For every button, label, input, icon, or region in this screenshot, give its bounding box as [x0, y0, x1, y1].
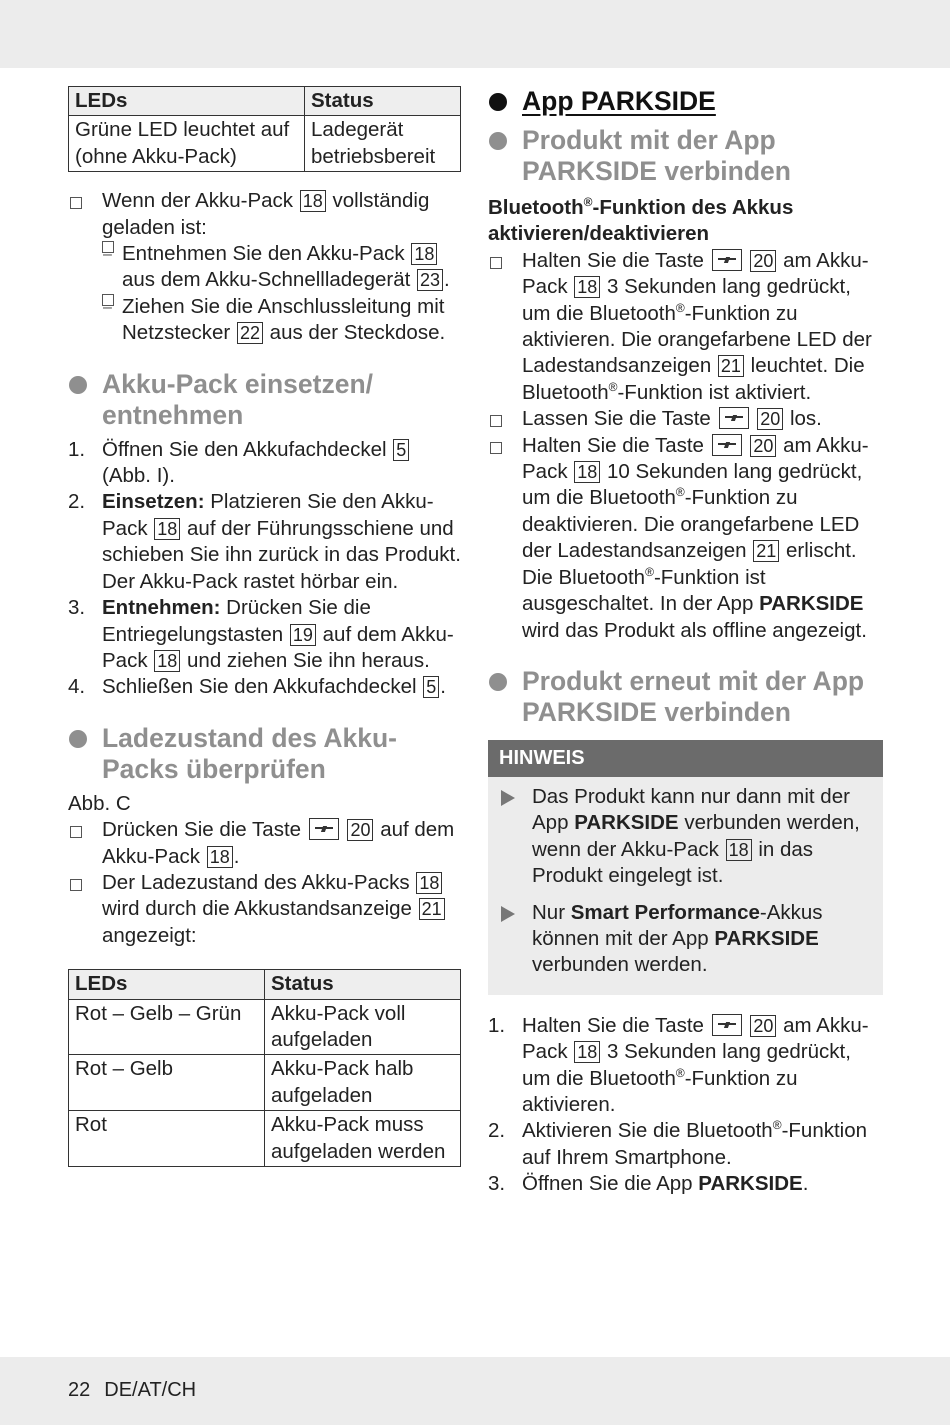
- charge-button-icon: [712, 434, 742, 456]
- list-item: Halten Sie die Taste 20 am Akku-Pack 18 3 Sekunden lang gedrückt, um die Bluetooth®-Funktion zu aktivieren. Die orangefarbene LED der Ladestandsanzeigen 21 leuchtet. Die Bluetooth®-Funktion ist aktiviert.: [488, 248, 883, 406]
- step: 4. Schließen Sie den Akkufachdeckel 5 .: [68, 675, 446, 699]
- table-header: Status: [305, 87, 461, 116]
- hint-box: [488, 740, 883, 995]
- table-row: [69, 1111, 461, 1167]
- part-ref: 18: [411, 243, 437, 265]
- list-item: – Entnehmen Sie den Akku-Pack 18 aus dem Akku-Schnellladegerät 23 .: [102, 241, 463, 294]
- part-ref: 20: [750, 250, 776, 272]
- part-ref: 18: [574, 461, 600, 483]
- subsection-heading: Bluetooth®-Funktion des Akkus aktivieren/deaktivieren: [488, 195, 794, 246]
- table-row: [69, 999, 461, 1055]
- reconnect-steps: [488, 1013, 883, 1198]
- charged-list: [68, 188, 463, 346]
- table-cell: Rot – Gelb – Grün: [69, 999, 265, 1055]
- page-number: 22: [68, 1379, 91, 1401]
- left-column: [68, 86, 463, 1167]
- part-ref: 18: [416, 872, 442, 894]
- section-heading: Akku-Pack einsetzen/ entnehmen: [68, 369, 463, 431]
- right-column: [488, 86, 883, 1198]
- part-ref: 23: [417, 269, 443, 291]
- table-row: [69, 1055, 461, 1111]
- step: 1. Halten Sie die Taste 20 am Akku-Pack 18 3 Sekunden lang gedrückt, um die Bluetooth®-Funktion zu aktivieren.: [488, 1013, 869, 1116]
- step: 3. Entnehmen: Drücken Sie die Entriegelungstasten 19 auf dem Akku-Pack 18 und ziehen Sie ihn heraus.: [68, 596, 454, 672]
- section-heading: Ladezustand des Akku-Packs überprüfen: [68, 723, 463, 785]
- part-ref: 20: [750, 435, 776, 457]
- hint-title: HINWEIS: [488, 740, 883, 777]
- chapter-heading: App PARKSIDE: [488, 86, 883, 117]
- table-cell: Akku-Pack halb aufgeladen: [265, 1055, 461, 1111]
- table-cell: Rot: [69, 1111, 265, 1167]
- charger-led-table: [68, 86, 461, 172]
- step: 2. Aktivieren Sie die Bluetooth®-Funktion auf Ihrem Smartphone.: [488, 1118, 868, 1169]
- list-item: Der Ladezustand des Akku-Packs 18 wird durch die Akkustandsanzeige 21 angezeigt:: [68, 870, 463, 949]
- part-ref: 5: [393, 439, 409, 461]
- part-ref: 19: [290, 624, 316, 646]
- bluetooth-list: [488, 248, 883, 644]
- part-ref: 20: [347, 819, 373, 841]
- part-ref: 18: [300, 190, 326, 212]
- part-ref: 18: [154, 518, 180, 540]
- charge-button-icon: [712, 1014, 742, 1036]
- charge-button-icon: [712, 249, 742, 271]
- table-header: LEDs: [69, 970, 265, 999]
- table-row: [69, 116, 461, 172]
- charge-state-list: [68, 817, 463, 949]
- section-heading: Produkt erneut mit der App PARKSIDE verbinden: [488, 666, 883, 728]
- list-item: Lassen Sie die Taste 20 los.: [488, 406, 883, 432]
- step: 1. Öffnen Sie den Akkufachdeckel 5 (Abb. I).: [68, 437, 463, 490]
- part-ref: 18: [207, 846, 233, 868]
- list-item: Halten Sie die Taste 20 am Akku-Pack 18 10 Sekunden lang gedrückt, um die Bluetooth®-Funktion zu deaktivieren. Die orangefarbene LED der Ladestandsanzeigen 21 erlischt. Die Bluetooth®-Funktion ist ausgeschaltet. In der App PARKSIDE wird das Produkt als offline angezeigt.: [488, 433, 883, 644]
- part-ref: 18: [726, 839, 752, 861]
- list-item: Wenn der Akku-Pack 18 vollständig geladen ist: – Entnehmen Sie den Akku-Pack 18 aus dem Akku-Schnellladegerät 23 . – Ziehen Sie die Anschlussleitung mit Netzstecker 22 aus der Steckdose.: [68, 188, 463, 346]
- figure-ref: Abb. C: [68, 791, 131, 815]
- part-ref: 20: [757, 408, 783, 430]
- table-cell: Rot – Gelb: [69, 1055, 265, 1111]
- battery-led-table: [68, 969, 461, 1167]
- top-band: [0, 0, 950, 68]
- table-header: LEDs: [69, 87, 305, 116]
- table-cell: Grüne LED leuchtet auf (ohne Akku-Pack): [69, 116, 305, 172]
- part-ref: 22: [237, 322, 263, 344]
- charge-button-icon: [719, 407, 749, 429]
- part-ref: 21: [718, 355, 744, 377]
- step: 2. Einsetzen: Platzieren Sie den Akku-Pack 18 auf der Führungsschiene und schieben Sie ihn zurück in das Produkt. Der Akku-Pack rastet hörbar ein.: [68, 490, 461, 593]
- hint-item: Das Produkt kann nur dann mit der App PARKSIDE verbunden werden, wenn der Akku-Pack 18 in das Produkt eingelegt ist.: [488, 784, 873, 890]
- page-footer: [0, 1357, 950, 1425]
- part-ref: 18: [154, 650, 180, 672]
- part-ref: 21: [419, 898, 445, 920]
- hint-list: [488, 777, 883, 995]
- section-heading: Produkt mit der App PARKSIDE verbinden: [488, 125, 883, 187]
- list-item: – Ziehen Sie die Anschlussleitung mit Netzstecker 22 aus der Steckdose.: [102, 294, 463, 347]
- charge-button-icon: [309, 818, 339, 840]
- table-cell: Akku-Pack muss aufgeladen werden: [265, 1111, 461, 1167]
- part-ref: 21: [753, 540, 779, 562]
- sub-list: [102, 241, 463, 347]
- part-ref: 20: [750, 1015, 776, 1037]
- part-ref: 18: [574, 276, 600, 298]
- list-item: Drücken Sie die Taste 20 auf dem Akku-Pack 18 .: [68, 817, 463, 870]
- locale-label: DE/AT/CH: [104, 1379, 197, 1401]
- table-cell: Akku-Pack voll aufgeladen: [265, 999, 461, 1055]
- table-header: Status: [265, 970, 461, 999]
- table-cell: Ladegerät betriebsbereit: [305, 116, 461, 172]
- part-ref: 18: [574, 1041, 600, 1063]
- hint-item: Nur Smart Performance-Akkus können mit der App PARKSIDE verbunden werden.: [488, 900, 873, 979]
- step: 3. Öffnen Sie die App PARKSIDE.: [488, 1172, 809, 1196]
- part-ref: 5: [423, 676, 439, 698]
- insert-steps: [68, 437, 463, 701]
